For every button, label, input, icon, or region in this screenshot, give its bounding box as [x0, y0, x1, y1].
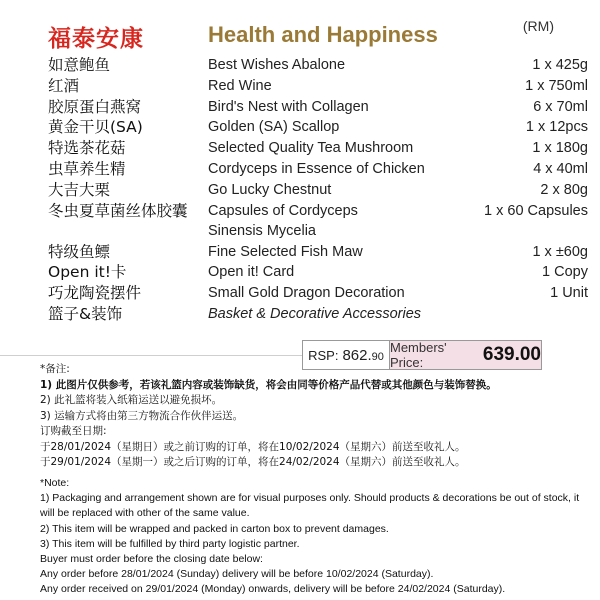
item-name-en: Golden (SA) Scallop	[208, 119, 340, 136]
item-quantity: 1 x 425g	[532, 57, 588, 73]
note-line: 3) 运输方式将由第三方物流合作伙伴运送。	[40, 409, 244, 422]
deadline-line: Any order received on 29/01/2024 (Monday) onwards, delivery will be before 24/02/2024 (Saturday).	[40, 583, 506, 596]
item-name-en-line1: Capsules of Cordyceps	[208, 202, 358, 219]
item-name-cn: 篮子&装饰	[48, 304, 123, 323]
notes-english	[40, 476, 588, 598]
list-item	[48, 180, 588, 201]
list-item	[48, 262, 588, 283]
rsp-cents: 90	[371, 350, 384, 363]
deadline-line: Any order before 28/01/2024 (Sunday) delivery will be before 10/02/2024 (Saturday).	[40, 568, 434, 581]
members-price-value: 639.00	[482, 344, 541, 365]
deadline-line: 于28/01/2024（星期日）或之前订购的订单，将在10/02/2024（星期六）前送至收礼人。	[40, 440, 466, 453]
item-name-en-line2: Sinensis Mycelia	[208, 223, 316, 240]
list-item	[48, 242, 588, 263]
item-quantity: 6 x 70ml	[533, 98, 588, 115]
item-name-en: Best Wishes Abalone	[208, 57, 346, 73]
item-name-cn: 特选茶花菇	[48, 139, 126, 158]
list-item	[48, 283, 588, 304]
item-quantity: 1 Unit	[550, 285, 588, 302]
list-item	[48, 55, 588, 76]
list-item	[48, 159, 588, 180]
header	[48, 18, 560, 54]
list-item	[48, 117, 588, 138]
item-quantity: 1 x 60 Capsules	[484, 202, 588, 219]
deadline-heading: 订购截至日期:	[40, 425, 107, 437]
item-name-cn: Open it!卡	[48, 263, 127, 282]
item-quantity: 2 x 80g	[540, 181, 588, 198]
list-item	[48, 76, 588, 97]
item-list	[48, 55, 588, 325]
item-name-en: Small Gold Dragon Decoration	[208, 285, 405, 302]
deadline-heading: Buyer must order before the closing date below:	[40, 553, 263, 566]
rsp-value	[342, 347, 383, 364]
divider	[0, 355, 302, 356]
item-name-cn: 虫草养生精	[48, 159, 126, 178]
item-quantity: 1 x 12pcs	[525, 119, 588, 136]
item-name-en: Bird's Nest with Collagen	[208, 98, 369, 115]
note-line: 3) This item will be fulfilled by third party logistic partner.	[40, 537, 300, 550]
item-name-cn: 如意鲍鱼	[48, 56, 111, 74]
item-name-en: Red Wine	[208, 77, 272, 94]
notes-chinese	[40, 362, 580, 471]
list-item	[48, 304, 588, 325]
notes-heading: *Note:	[40, 477, 70, 489]
note-line: 1) 此图片仅供参考，若该礼篮内容或装饰缺货，将会由同等价格产品代替或其他颜色与装饰替换。	[40, 378, 497, 391]
deadline-line: 于29/01/2024（星期一）或之后订购的订单，将在24/02/2024（星期六）前送至收礼人。	[40, 456, 466, 468]
item-quantity: 1 Copy	[542, 264, 588, 281]
note-line: 2) 此礼篮将装入纸箱运送以避免损坏。	[40, 394, 223, 406]
title-chinese: 福泰安康	[48, 26, 144, 52]
notes-heading: *备注:	[40, 363, 70, 375]
item-quantity: 4 x 40ml	[533, 160, 588, 177]
rsp-amount: 862.	[342, 346, 372, 364]
note-line: 1) Packaging and arrangement shown are for visual purposes only. Should products & decorations be out of stock, it will be replaced with other of the same value.	[40, 492, 580, 520]
item-name-en: Basket & Decorative Accessories	[208, 305, 422, 322]
item-quantity: 1 x 180g	[532, 140, 588, 157]
item-quantity: 1 x ±60g	[532, 243, 588, 260]
item-name-cn: 黄金干贝(SA)	[48, 118, 143, 137]
item-name-cn: 特级鱼鳔	[48, 242, 111, 261]
item-name-en: Cordyceps in Essence of Chicken	[208, 160, 425, 177]
rsp-label: RSP:	[308, 347, 339, 363]
item-name-cn: 大吉大栗	[48, 180, 111, 199]
item-name-en: Open it! Card	[208, 264, 295, 281]
item-name-en: Fine Selected Fish Maw	[208, 243, 363, 260]
list-item	[48, 201, 588, 242]
item-name-cn: 胶原蛋白燕窝	[48, 97, 142, 116]
item-name-cn: 冬虫夏草菌丝体胶囊	[48, 201, 188, 220]
list-item	[48, 97, 588, 118]
note-line: 2) This item will be wrapped and packed in carton box to prevent damages.	[40, 522, 389, 535]
item-name-cn: 巧龙陶瓷摆件	[48, 284, 142, 303]
item-name-en: Selected Quality Tea Mushroom	[208, 140, 414, 157]
item-name-cn: 红酒	[48, 76, 80, 95]
title-english: Health and Happiness	[208, 22, 438, 47]
item-quantity: 1 x 750ml	[525, 77, 588, 94]
members-price-label: Members' Price:	[390, 340, 447, 370]
item-name-en	[208, 201, 358, 243]
list-item	[48, 138, 588, 159]
item-name-en: Go Lucky Chestnut	[208, 181, 332, 198]
currency-label: (RM)	[522, 18, 554, 34]
